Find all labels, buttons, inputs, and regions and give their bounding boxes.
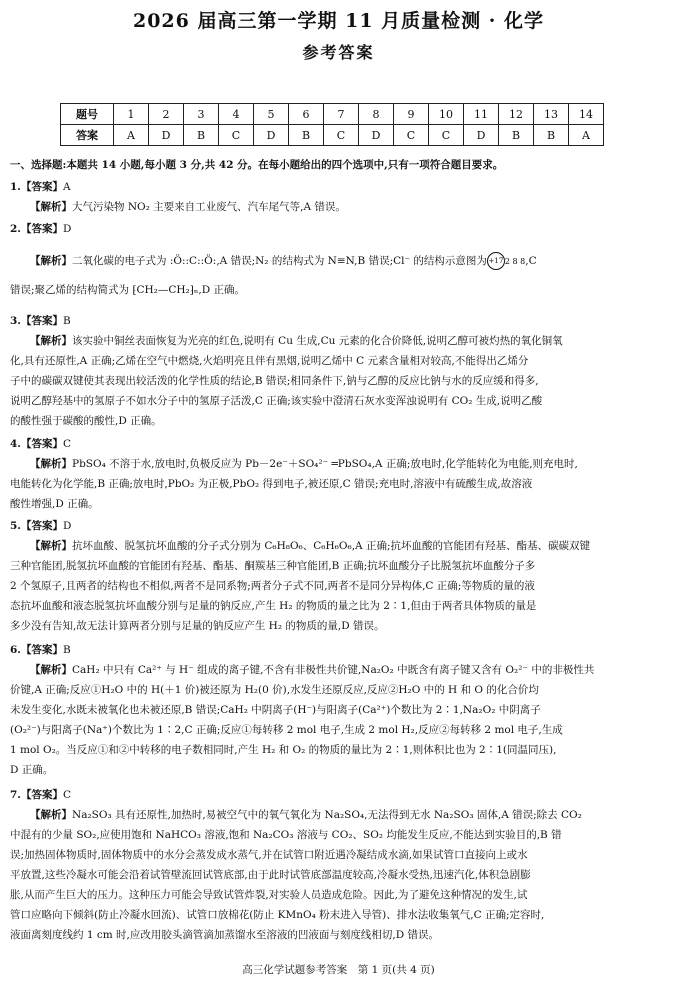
analysis-line: 未发生变化,水既未被氧化也未被还原,B 错误;CaH₂ 中阴离子(H⁻)与阳离子(Ca²⁺)个数比为 2∶1,Na₂O₂ 中阴离子 [10,704,541,716]
table-cell: 10 [429,104,464,125]
question-number: 7. [10,789,21,801]
analysis-line: 多少没有告知,故无法计算两者分别与足量的钠反应产生 H₂ 的物质的量,D 错误。 [10,620,385,632]
analysis-label: 【解析】 [30,664,72,676]
table-cell: D [359,125,394,146]
analysis-line: 电能转化为化学能,B 正确;放电时,PbO₂ 为正极,PbO₂ 得到电子,被还原,C 错误;充电时,溶液中有硫酸生成,故溶液 [10,478,533,490]
answer-letter: A [62,181,71,193]
question-number: 6. [10,644,21,656]
analysis-line: 酸性增强,D 正确。 [10,498,99,510]
table-cell: B [499,125,534,146]
analysis-label: 【解析】 [30,809,72,821]
page-subtitle: 参考答案 [302,43,375,62]
analysis-line: 胀,从而产生巨大的压力。这种压力可能会导致试管炸裂,对实验人员造成危险。因此,为了避免这种情况的发生,试 [10,889,528,901]
question-4 [10,434,670,514]
question-3 [10,311,670,431]
table-cell: D [149,125,184,146]
analysis-line: 1 mol O₂。当反应①和②中转移的电子数相同时,产生 H₂ 和 O₂ 的物质的量比为 2∶1,则体积比也为 2∶1(同温同压), [10,744,557,756]
analysis-line: 液面离刻度线约 1 cm 时,应改用胶头滴管滴加蒸馏水至溶液的凹液面与刻度线相切,D 错误。 [10,929,439,941]
table-cell: 1 [114,104,149,125]
electron-shells: 2 8 8 [504,257,526,266]
answer-label: 【答案】 [20,223,63,235]
question-2 [10,219,670,300]
table-cell: 12 [499,104,534,125]
analysis-line [10,454,670,474]
analysis-line: 化,具有还原性,A 正确;乙烯在空气中燃烧,火焰明亮且伴有黑烟,说明乙烯中 C 元素含量相对较高,不能得出乙烯分 [10,355,529,367]
table-cell: 7 [324,104,359,125]
answer-table [60,103,604,146]
table-cell: B [184,125,219,146]
answer-line [10,516,670,536]
section-heading: 一、选择题:本题共 14 小题,每小题 3 分,共 42 分。在每小题给出的四个选项中,只有一项符合题目要求。 [10,159,504,171]
analysis-line: D 正确。 [10,764,54,776]
analysis-line: 2 个氢原子,且两者的结构也不相似,两者不是同系物;两者分子式不同,两者不是同分异构体,C 正确;等物质的量的液 [10,580,535,592]
analysis-line: 的酸性强于碳酸的酸性,D 正确。 [10,415,162,427]
analysis-text: ,C [525,255,537,267]
answer-letter: D [62,223,72,235]
analysis-line: 中混有的少量 SO₂,应使用饱和 NaHCO₃ 溶液,饱和 Na₂CO₃ 溶液与 CO₂、SO₂ 均能发生反应,不能达到实验目的,B 错 [10,829,562,841]
table-cell: 3 [184,104,219,125]
analysis-line [10,331,670,351]
table-cell: B [534,125,569,146]
answer-line [10,785,670,805]
question-number: 3. [10,315,21,327]
answer-line [10,434,670,454]
analysis-line: 错误;聚乙烯的结构简式为 ⁅CH₂—CH₂⁆ₙ,D 正确。 [10,284,246,296]
table-cell: C [429,125,464,146]
table-cell: 9 [394,104,429,125]
analysis-line: (O₂²⁻)与阳离子(Na⁺)个数比为 1∶2,C 正确;反应①每转移 2 mol 电子,生成 2 mol H₂,反应②每转移 2 mol 电子,生成 [10,724,563,736]
answer-letter: C [62,438,72,450]
question-6 [10,640,670,780]
analysis-line: 态抗坏血酸和液态脱氢抗坏血酸分别与足量的钠反应,产生 H₂ 的物质的量之比为 2∶1,但由于两者具体物质的量是 [10,600,537,612]
analysis-label: 【解析】 [30,335,72,347]
answer-label: 【答案】 [20,438,63,450]
answer-label: 【答案】 [20,789,63,801]
question-number: 1. [10,181,21,193]
answer-label: 【答案】 [20,181,63,193]
table-cell: 6 [289,104,324,125]
analysis-text: 大气污染物 NO₂ 主要来自工业废气、汽车尾气等,A 错误。 [72,201,346,213]
analysis-line [10,197,670,217]
question-number: 2. [10,223,21,235]
analysis-line: 误;加热固体物质时,固体物质中的水分会蒸发成水蒸气,并在试管口附近遇冷凝结成水滴,如果试管口直接向上或水 [10,849,528,861]
analysis-line [10,660,670,680]
question-5 [10,516,670,636]
answer-letter: C [62,789,72,801]
analysis-text: PbSO₄ 不溶于水,放电时,负极反应为 Pb－2e⁻＋SO₄²⁻ ═PbSO₄,A 正确;放电时,化学能转化为电能,则充电时, [72,458,578,470]
analysis-line: 子中的碳碳双键使其表现出较活泼的化学性质的结论,B 错误;相同条件下,钠与乙醇的反应比钠与水的反应缓和得多, [10,375,539,387]
nucleus-circle-icon: +17 [487,252,505,270]
answer-label: 【答案】 [20,644,63,656]
question-7 [10,785,670,945]
table-cell: D [254,125,289,146]
analysis-line: 平放置,这些冷凝水可能会沿着试管壁流回试管底部,由于此时试管底部温度较高,冷凝水受热,迅速汽化,体积急剧膨 [10,869,531,881]
analysis-line: 管口应略向下倾斜(防止冷凝水回流)、试管口放棉花(防止 KMnO₄ 粉末进入导管)、排水法收集氧气,C 正确;定容时, [10,909,545,921]
analysis-label: 【解析】 [30,458,72,470]
table-cell: A [569,125,604,146]
analysis-line [10,536,670,556]
answer-letter: D [62,520,72,532]
table-cell: D [464,125,499,146]
table-cell: C [394,125,429,146]
analysis-label: 【解析】 [30,201,72,213]
table-cell: 14 [569,104,604,125]
question-1 [10,177,670,217]
row-header-number: 题号 [61,104,114,125]
analysis-line: 价键,A 正确;反应①H₂O 中的 H(＋1 价)被还原为 H₂(0 价),水发生还原反应,反应②H₂O 中的 H 和 O 的化合价均 [10,684,539,696]
answer-line [10,311,670,331]
table-cell: 5 [254,104,289,125]
answer-table-answer-row [61,125,604,146]
answer-line [10,177,670,197]
answer-letter: B [62,644,71,656]
answer-label: 【答案】 [20,520,63,532]
row-header-answer: 答案 [61,125,114,146]
table-cell: 4 [219,104,254,125]
table-cell: 8 [359,104,394,125]
table-cell: 2 [149,104,184,125]
answer-line [10,640,670,660]
page-footer: 高三化学试题参考答案 第 1 页(共 4 页) [242,964,435,976]
analysis-line [10,251,670,272]
answer-line [10,219,670,239]
answer-table-number-row [61,104,604,125]
analysis-label: 【解析】 [30,255,72,267]
analysis-line [10,805,670,825]
table-cell: 13 [534,104,569,125]
table-cell: C [219,125,254,146]
table-cell: C [324,125,359,146]
analysis-text: 二氧化碳的电子式为 :Ö::C::Ö:,A 错误;N₂ 的结构式为 N≡N,B 错误;Cl⁻ 的结构示意图为 [72,255,487,267]
analysis-text: Na₂SO₃ 具有还原性,加热时,易被空气中的氧气氧化为 Na₂SO₄,无法得到无水 Na₂SO₃ 固体,A 错误;除去 CO₂ [72,809,582,821]
table-cell: A [114,125,149,146]
question-number: 5. [10,520,21,532]
analysis-text: 该实验中铜丝表面恢复为光亮的红色,说明有 Cu 生成,Cu 元素的化合价降低,说明乙醇可被灼热的氧化铜氧 [72,335,563,347]
analysis-line: 说明乙醇羟基中的氢原子不如水分子中的氢原子活泼,C 正确;该实验中澄清石灰水变浑浊说明有 CO₂ 生成,说明乙酸 [10,395,543,407]
analysis-text: CaH₂ 中只有 Ca²⁺ 与 H⁻ 组成的离子键,不含有非极性共价键,Na₂O₂ 中既含有离子键又含有 O₂²⁻ 中的非极性共 [72,664,595,676]
analysis-text: 抗坏血酸、脱氢抗坏血酸的分子式分别为 C₆H₈O₆、C₆H₆O₆,A 正确;抗坏血酸的官能团有羟基、酯基、碳碳双键 [72,540,590,552]
page-title: 2026 届高三第一学期 11 月质量检测 · 化学 [132,10,544,32]
analysis-line: 三种官能团,脱氢抗坏血酸的官能团有羟基、酯基、酮羰基三种官能团,B 正确;抗坏血酸分子比脱氢抗坏血酸分子多 [10,560,536,572]
question-number: 4. [10,438,21,450]
table-cell: B [289,125,324,146]
table-cell: 11 [464,104,499,125]
answer-label: 【答案】 [20,315,63,327]
analysis-label: 【解析】 [30,540,72,552]
answer-letter: B [62,315,71,327]
